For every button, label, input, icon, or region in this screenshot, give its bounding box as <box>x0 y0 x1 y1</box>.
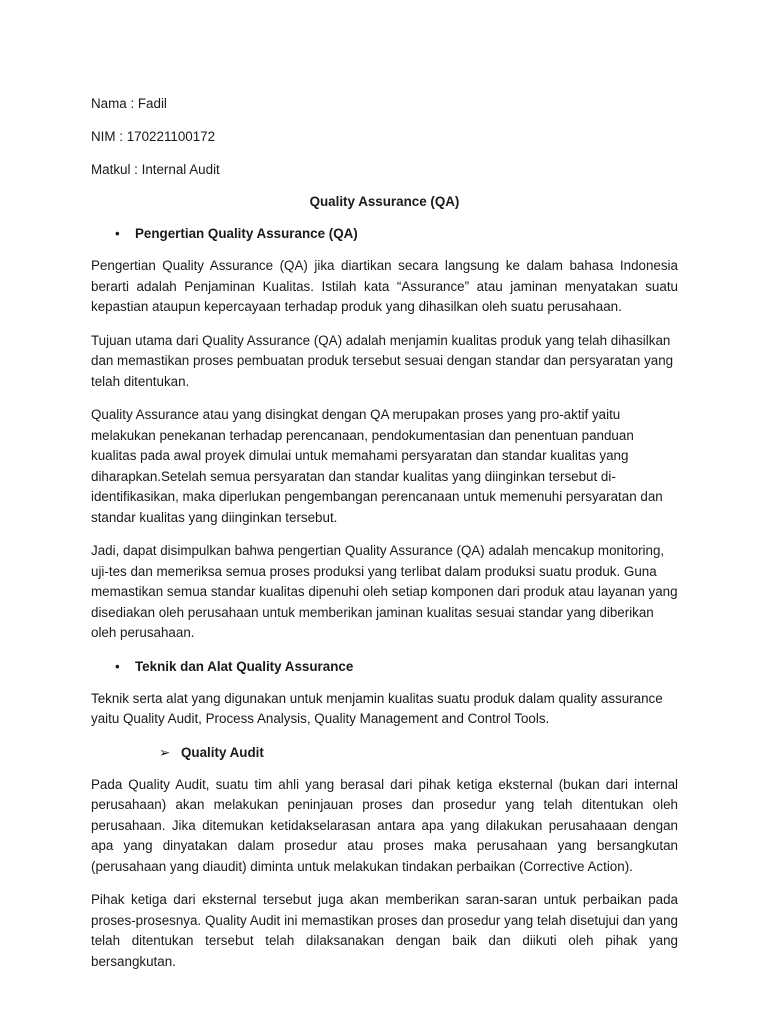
section-heading-label: Teknik dan Alat Quality Assurance <box>135 658 354 674</box>
paragraph: Pada Quality Audit, suatu tim ahli yang berasal dari pihak ketiga eksternal (bukan dari internal perusahaan) akan melakukan peninjauan proses dan prosedur yang telah ditentukan oleh perusahaan. Jika ditemukan ketidakselarasan antara apa yang dilakukan perusahaaan dengan apa yang dinyatakan dalam prosedur atau proses maka perusahaan yang bersangkutan (perusahaan yang diaudit) diminta untuk melakukan tindakan perbaikan (Corrective Action). <box>91 776 678 874</box>
bullet-icon: • <box>115 658 120 674</box>
section-heading-techniques <box>91 657 678 676</box>
paragraph: Teknik serta alat yang digunakan untuk menjamin kualitas suatu produk dalam quality assurance yaitu Quality Audit, Process Analysis, Quality Management and Control Tools. <box>91 690 663 726</box>
section-heading-definition <box>91 224 678 243</box>
student-name: Nama : Fadil <box>91 96 167 111</box>
subsection-heading-quality-audit <box>91 743 678 762</box>
bullet-icon: • <box>115 226 120 241</box>
paragraph: Pihak ketiga dari eksternal tersebut juga akan memberikan saran-saran untuk perbaikan pada proses-prosesnya. Quality Audit ini memastikan proses dan prosedur yang telah disetujui dan yang telah ditentukan tersebut telah dilaksanakan dengan baik dan diikuti oleh pihak yang bersangkutan. <box>91 892 678 969</box>
paragraph: Jadi, dapat disimpulkan bahwa pengertian Quality Assurance (QA) adalah mencakup monitoring, uji-tes dan memeriksa semua proses produksi yang terlibat dalam produksi suatu produk. Guna memastikan semua standar kualitas dipenuhi oleh setiap komponen dari produk atau layanan yang disediakan oleh perusahaan untuk memberikan jaminan kualitas sesuai standar yang diberikan oleh perusahaan. <box>91 543 678 640</box>
subsection-heading-label: Quality Audit <box>181 744 264 760</box>
document-page <box>91 94 678 985</box>
student-nim: NIM : 170221100172 <box>91 129 216 144</box>
arrow-bullet-icon: ➢ <box>159 744 171 760</box>
course-name: Matkul : Internal Audit <box>91 162 220 177</box>
document-title: Quality Assurance (QA) <box>309 194 460 209</box>
section-heading-label: Pengertian Quality Assurance (QA) <box>135 226 358 241</box>
paragraph: Pengertian Quality Assurance (QA) jika diartikan secara langsung ke dalam bahasa Indonesia berarti adalah Penjaminan Kualitas. Istilah kata “Assurance” atau jaminan menyatakan suatu kepastian ataupun kepercayaan terhadap produk yang dihasilkan oleh suatu perusahaan. <box>91 258 678 314</box>
paragraph: Tujuan utama dari Quality Assurance (QA) adalah menjamin kualitas produk yang telah dihasilkan dan memastikan proses pembuatan produk tersebut sesuai dengan standar dan persyaratan yang telah ditentukan. <box>91 332 674 389</box>
paragraph: Quality Assurance atau yang disingkat dengan QA merupakan proses yang pro-aktif yaitu melakukan penekanan terhadap perencanaan, pendokumentasian dan penentuan panduan kualitas pada awal proyek dimulai untuk memahami persyaratan dan standar kualitas yang diharapkan.Setelah semua persyaratan dan standar kualitas yang diinginkan tersebut di-identifikasikan, maka diperlukan pengembangan perencanaan untuk memenuhi persyaratan dan standar kualitas yang diinginkan tersebut. <box>91 407 663 525</box>
